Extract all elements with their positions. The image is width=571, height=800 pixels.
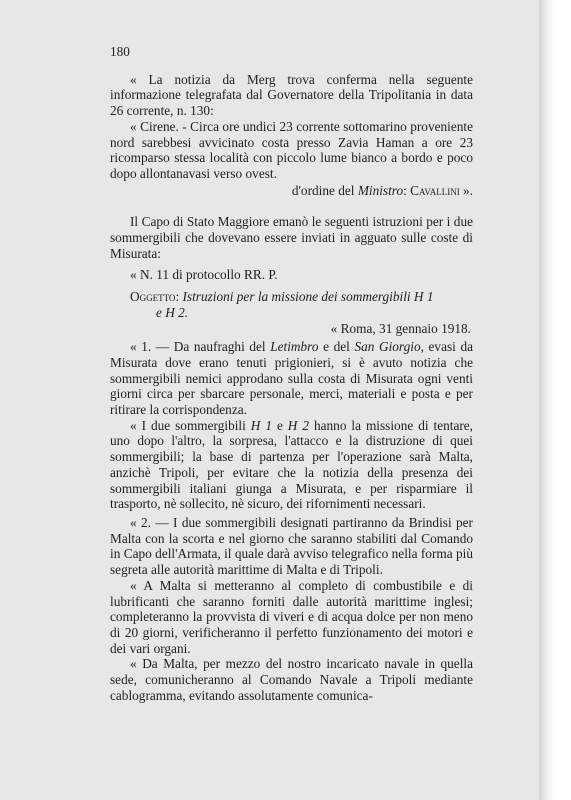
page-number: 180 — [110, 44, 130, 59]
signature-line: d'ordine del Ministro: Cavallini ». — [291, 182, 473, 198]
paragraph-capo-stato-maggiore: Il Capo di Stato Maggiore emanò le seguenti istruzioni per i due sommergibili che dovevano essere inviati in agguato sulle coste di Misurata: — [110, 214, 473, 261]
text-block — [110, 44, 473, 703]
paragraph-merg: « La notizia da Merg trova conferma nella seguente informazione telegrafata dal Governatore della Tripolitania in data 26 corrente, n. 130: — [110, 71, 473, 119]
paragraph-item-1b: « I due sommergibili H 1 e H 2 hanno la missione di tentare, uno dopo l'altro, la sorpresa, l'attacco e la distruzione di quei sommergibili; la base di partenza per l'operazione sarà Malta, anzichè Tripoli, per evitare che la notizia della presenza dei sommergibili italiani giunga a Misurata, e per risparmiare il trasporto, nè sollecito, nè sicuro, dei rifornimenti necessari. — [110, 417, 473, 512]
paragraph-item-2: « 2. — I due sommergibili designati partiranno da Brindisi per Malta con la scorta e nel giorno che saranno stabiliti dal Comando in Capo dell'Armata, il quale darà avviso telegrafico nella forma più segreta alle autorità marittime di Malta e di Tripoli. — [110, 514, 473, 578]
protocol-line: « N. 11 di protocollo RR. P. — [130, 267, 278, 283]
oggetto-line-2: e H 2. — [156, 304, 189, 320]
paragraph-item-1: « 1. — Da naufraghi del Letimbro e del San Giorgio, evasi da Misurata dove erano tenuti prigionieri, si è avuto notizia che sommergibili nemici approdano sulla costa di Misurata ogni venti giorni circa per sbarcare personale, merci, materiali e posta e per ritirare la corrispondenza. — [110, 339, 474, 418]
paragraph-item-2b: « A Malta si metteranno al completo di combustibile e di lubrificanti che saranno forniti dalle autorità marittime inglesi; completeranno la provvista di viveri e di acqua dolce per non meno di 20 giorni, verificheranno il perfetto funzionamento dei motori e dei vari organi. — [110, 577, 473, 656]
date-line: « Roma, 31 gennaio 1918. — [330, 320, 471, 336]
paragraph-cirene: « Cirene. - Circa ore undici 23 corrente sottomarino proveniente nord sarebbesi avvicinato costa presso Zavia Haman a ore 23 ricomparso stessa località con piccolo lume bianco a bordo e poco dopo allontanavasi verso ovest. — [110, 118, 473, 181]
paragraph-item-2c: « Da Malta, per mezzo del nostro incaricato navale in quella sede, comunicheranno al Comando Navale a Tripoli mediante cablogramma, evitando assolutamente comunica- — [110, 656, 473, 703]
oggetto-line: Oggetto: Istruzioni per la missione dei sommergibili H 1 — [130, 289, 434, 305]
page-binding-edge — [539, 0, 555, 800]
